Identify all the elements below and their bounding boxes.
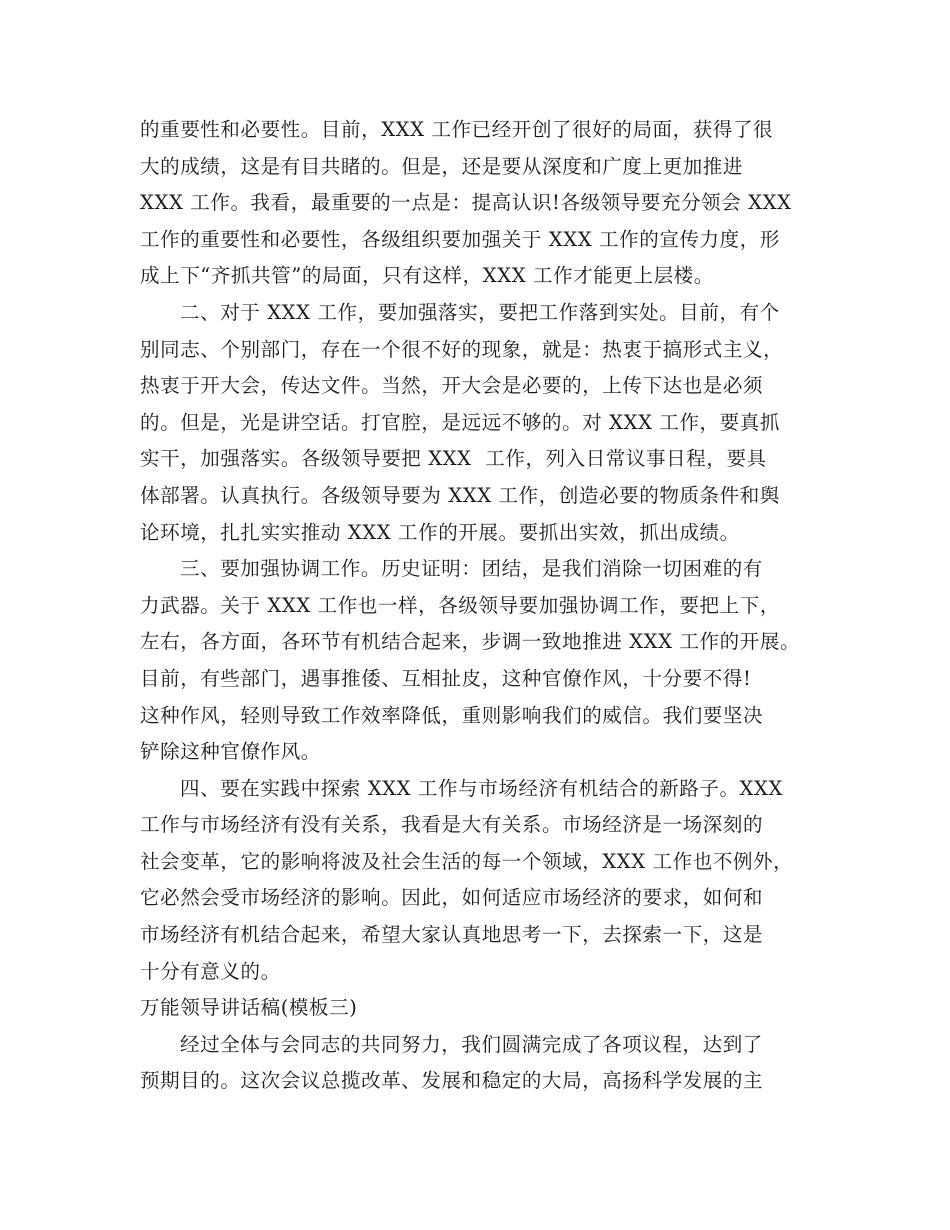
text-line: 左右，各方面，各环节有机结合起来，步调一致地推进 XXX 工作的开展。: [140, 630, 801, 654]
text-line: 预期目的。这次会议总揽改革、发展和稳定的大局，高扬科学发展的主: [140, 1069, 764, 1093]
text-line: 社会变革，它的影响将波及社会生活的每一个领域，XXX 工作也不例外，: [140, 849, 794, 873]
text-line: 力武器。关于 XXX 工作也一样，各级领导要加强协调工作，要把上下，: [140, 593, 780, 617]
text-line: 成上下“齐抓共管”的局面，只有这样，XXX 工作才能更上层楼。: [140, 264, 714, 288]
text-line: 经过全体与会同志的共同努力，我们圆满完成了各项议程，达到了: [180, 1032, 763, 1056]
text-line: 体部署。认真执行。各级领导要为 XXX 工作，创造必要的物质条件和舆: [140, 483, 780, 507]
text-line: 万能领导讲话稿(模板三): [140, 996, 358, 1020]
text-line: 的重要性和必要性。目前，XXX 工作已经开创了很好的局面，获得了很: [140, 118, 774, 141]
text-line: 别同志、个别部门，存在一个很不好的现象，就是：热衷于搞形式主义，: [140, 337, 784, 361]
text-line: 四、要在实践中探索 XXX 工作与市场经济有机结合的新路子。XXX: [180, 776, 783, 800]
text-line: 大的成绩，这是有目共睹的。但是，还是要从深度和广度上更加推进: [140, 154, 744, 178]
text-line: 二、对于 XXX 工作，要加强落实，要把工作落到实处。目前，有个: [180, 300, 780, 324]
text-line: 实干，加强落实。各级领导要把 XXX 工作，列入日常议事日程，要具: [140, 447, 767, 471]
text-line: 工作的重要性和必要性，各级组织要加强关于 XXX 工作的宣传力度，形: [140, 227, 780, 251]
text-line: 三、要加强协调工作。历史证明：团结，是我们消除一切困难的有: [180, 557, 763, 581]
text-line: 市场经济有机结合起来，希望大家认真地思考一下，去探索一下，这是: [140, 923, 764, 947]
document-body: [140, 112, 820, 1100]
text-line: 十分有意义的。: [140, 959, 281, 983]
text-line: 热衷于开大会，传达文件。当然，开大会是必要的，上传下达也是必须: [140, 374, 764, 398]
text-line: 它必然会受市场经济的影响。因此，如何适应市场经济的要求，如何和: [140, 886, 764, 910]
text-line: 这种作风，轻则导致工作效率降低，重则影响我们的威信。我们要坚决: [140, 703, 764, 727]
text-line: XXX 工作。我看，最重要的一点是：提高认识!各级领导要充分领会 XXX: [140, 191, 792, 215]
text-line: 论环境，扎扎实实推动 XXX 工作的开展。要抓出实效，抓出成绩。: [140, 520, 740, 544]
text-line: 目前，有些部门，遇事推倭、互相扯皮，这种官僚作风，十分要不得!: [140, 666, 752, 690]
text-line: 的。但是，光是讲空话。打官腔，是远远不够的。对 XXX 工作，要真抓: [140, 410, 780, 434]
text-line: 工作与市场经济有没有关系，我看是大有关系。市场经济是一场深刻的: [140, 813, 764, 837]
text-line: 铲除这种官僚作风。: [140, 740, 321, 764]
